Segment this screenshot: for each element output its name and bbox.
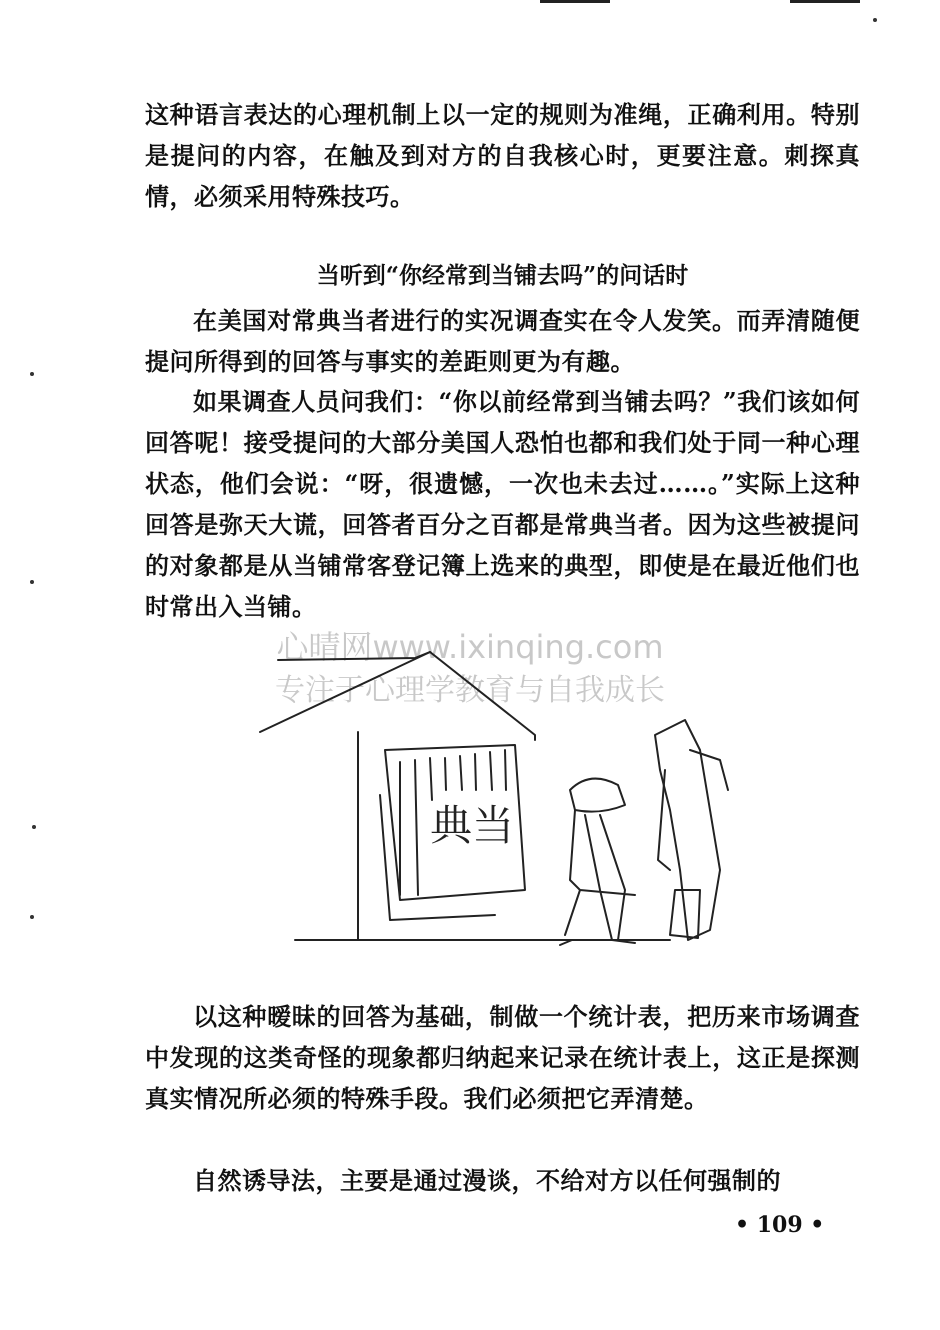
paragraph-natural-induction: 自然诱导法，主要是通过漫谈，不给对方以任何强制的 xyxy=(193,1166,781,1195)
scan-edge-line xyxy=(790,0,860,3)
scan-speck xyxy=(30,915,34,919)
paragraph-survey: 在美国对常典当者进行的实况调查实在令人发笑。而弄清随便提问所得到的回答与事实的差距则更为有趣。 xyxy=(145,306,860,376)
paragraph-question: 如果调查人员问我们：“你以前经常到当铺去吗？”我们该如何回答呢！接受提问的大部分美国人恐怕也都和我们处于同一种心理状态，他们会说：“呀，很遗憾，一次也未去过……。”实际上这种回答是弥天大谎，回答者百分之百都是常典当者。因为这些被提问的对象都是从当铺常客登记簿上选来的典型，即使是在最近他们也时常出入当铺。 xyxy=(145,387,860,621)
scan-speck xyxy=(32,825,36,829)
scan-speck xyxy=(30,372,34,376)
watermark-slogan: 专注于心理学教育与自我成长 xyxy=(275,673,665,708)
person-small xyxy=(570,779,625,812)
scan-speck xyxy=(30,580,34,584)
person-tall xyxy=(655,720,720,940)
paragraph-intro: 这种语言表达的心理机制上以一定的规则为准绳，正确利用。特别是提问的内容，在触及到对方的自我核心时，更要注意。刺探真情，必须采用特殊技巧。 xyxy=(145,100,860,211)
shop-sign-text: 典当 xyxy=(430,801,515,850)
roof-line xyxy=(278,652,535,740)
paragraph-statistics: 以这种暧昧的回答为基础，制做一个统计表，把历来市场调查中发现的这类奇怪的现象都归纳起来记录在统计表上，这正是探测真实情况所必须的特殊手段。我们必须把它弄清楚。 xyxy=(145,1002,860,1113)
roof-left xyxy=(260,652,430,732)
scan-edge-line xyxy=(540,0,610,3)
watermark-site: 心晴网www.ixinqing.com xyxy=(276,628,664,666)
scan-speck xyxy=(873,18,877,22)
section-heading: 当听到“你经常到当铺去吗”的问话时 xyxy=(316,262,689,289)
pawnshop-illustration xyxy=(240,640,760,970)
page-number: • 109 • xyxy=(735,1212,825,1238)
